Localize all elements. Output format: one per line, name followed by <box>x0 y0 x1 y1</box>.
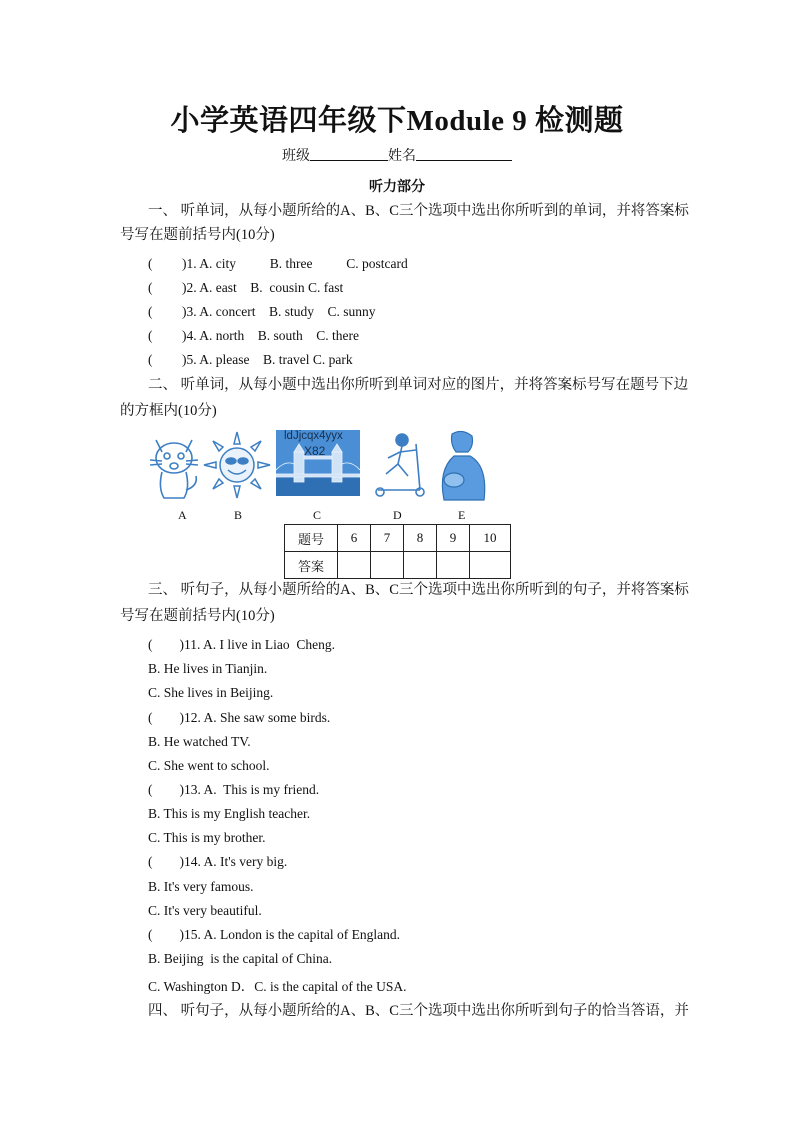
answer-cell[interactable] <box>470 552 511 579</box>
question-2 <box>148 280 343 296</box>
answer-cell[interactable] <box>437 552 470 579</box>
answer-paren[interactable]: ( <box>148 280 153 295</box>
strongman-icon <box>434 430 490 502</box>
table-row <box>285 525 511 552</box>
answer-paren[interactable]: ( <box>148 328 153 343</box>
option-line: C. It's very beautiful. <box>148 903 262 918</box>
page-title: 小学英语四年级下Module 9 检测题 <box>170 105 624 137</box>
picture-label-c: C <box>313 508 322 522</box>
answer-cell[interactable] <box>404 552 437 579</box>
sun-icon <box>202 430 272 500</box>
class-label: 班级 <box>282 149 310 164</box>
question-text: )3. A. concert B. study C. sunny <box>182 304 376 319</box>
question-4 <box>148 328 359 344</box>
answer-paren[interactable]: ( <box>148 352 153 367</box>
question-text: )1. A. city B. three C. postcard <box>182 256 408 271</box>
student-info-line <box>0 145 794 165</box>
table-cell: 7 <box>371 525 404 552</box>
question-text: )4. A. north B. south C. there <box>182 328 359 343</box>
question-11: ( )11. A. I live in Liao Cheng. <box>148 637 335 652</box>
picture-strip <box>146 430 488 518</box>
section3-instruction-line2: 号写在题前括号内(10分) <box>120 608 275 624</box>
question-5 <box>148 352 353 368</box>
picture-label-b: B <box>234 508 243 522</box>
name-blank[interactable] <box>416 146 512 161</box>
table-header-cell: 题号 <box>285 525 338 552</box>
question-text: )2. A. east B. cousin C. fast <box>182 280 344 295</box>
answer-paren[interactable]: ( <box>148 304 153 319</box>
option-line: B. He watched TV. <box>148 734 251 749</box>
option-line: B. Beijing is the capital of China. <box>148 951 333 966</box>
answer-cell[interactable] <box>338 552 371 579</box>
listening-part-heading: 听力部分 <box>369 180 425 195</box>
option-line: C. She lives in Beijing. <box>148 685 274 700</box>
picture-label-e: E <box>458 508 466 522</box>
section1-instruction-line2: 号写在题前括号内(10分) <box>120 227 275 243</box>
table-cell: 8 <box>404 525 437 552</box>
name-label: 姓名 <box>388 149 416 164</box>
table-cell: 6 <box>338 525 371 552</box>
photo-overlay-code: X82 <box>304 444 326 458</box>
option-line: B. This is my English teacher. <box>148 806 311 821</box>
class-blank[interactable] <box>310 146 388 161</box>
picture-label-d: D <box>393 508 402 522</box>
table-row <box>285 552 511 579</box>
option-line: C. She went to school. <box>148 758 270 773</box>
section3-instruction-line1: 三、 听句子，从每小题所给的A、B、C三个选项中选出你所听到的句子，并将答案标 <box>148 582 689 598</box>
option-line: C. Washington D．C. is the capital of the USA. <box>148 979 407 994</box>
question-text: )5. A. please B. travel C. park <box>182 352 353 367</box>
photo-overlay-text: ldJjcqx4yyx <box>284 430 343 442</box>
table-cell: 9 <box>437 525 470 552</box>
question-13: ( )13. A. This is my friend. <box>148 782 320 797</box>
section2-instruction-line1: 二、 听单词，从每小题中选出你所听到单词对应的图片，并将答案标号写在题号下边 <box>148 377 689 393</box>
section2-instruction-line2: 的方框内(10分) <box>120 403 217 419</box>
question-3 <box>148 304 376 320</box>
answer-cell[interactable] <box>371 552 404 579</box>
section4-instruction-line1: 四、 听句子，从每小题所给的A、B、C三个选项中选出你所听到句子的恰当答语，并 <box>148 1003 689 1019</box>
cat-icon <box>146 430 202 502</box>
question-15: ( )15. A. London is the capital of England. <box>148 927 400 942</box>
section1-instruction-line1: 一、 听单词，从每小题所给的A、B、C三个选项中选出你所听到的单词，并将答案标 <box>148 203 689 219</box>
option-line: B. It's very famous. <box>148 879 254 894</box>
picture-label-a: A <box>178 508 187 522</box>
question-12: ( )12. A. She saw some birds. <box>148 710 331 725</box>
scooter-boy-icon <box>372 430 432 500</box>
option-line: B. He lives in Tianjin. <box>148 661 268 676</box>
answer-table <box>284 524 511 579</box>
table-header-cell: 答案 <box>285 552 338 579</box>
question-14: ( )14. A. It's very big. <box>148 854 288 869</box>
option-line: C. This is my brother. <box>148 830 266 845</box>
question-1 <box>148 256 408 272</box>
table-cell: 10 <box>470 525 511 552</box>
answer-paren[interactable]: ( <box>148 256 153 271</box>
